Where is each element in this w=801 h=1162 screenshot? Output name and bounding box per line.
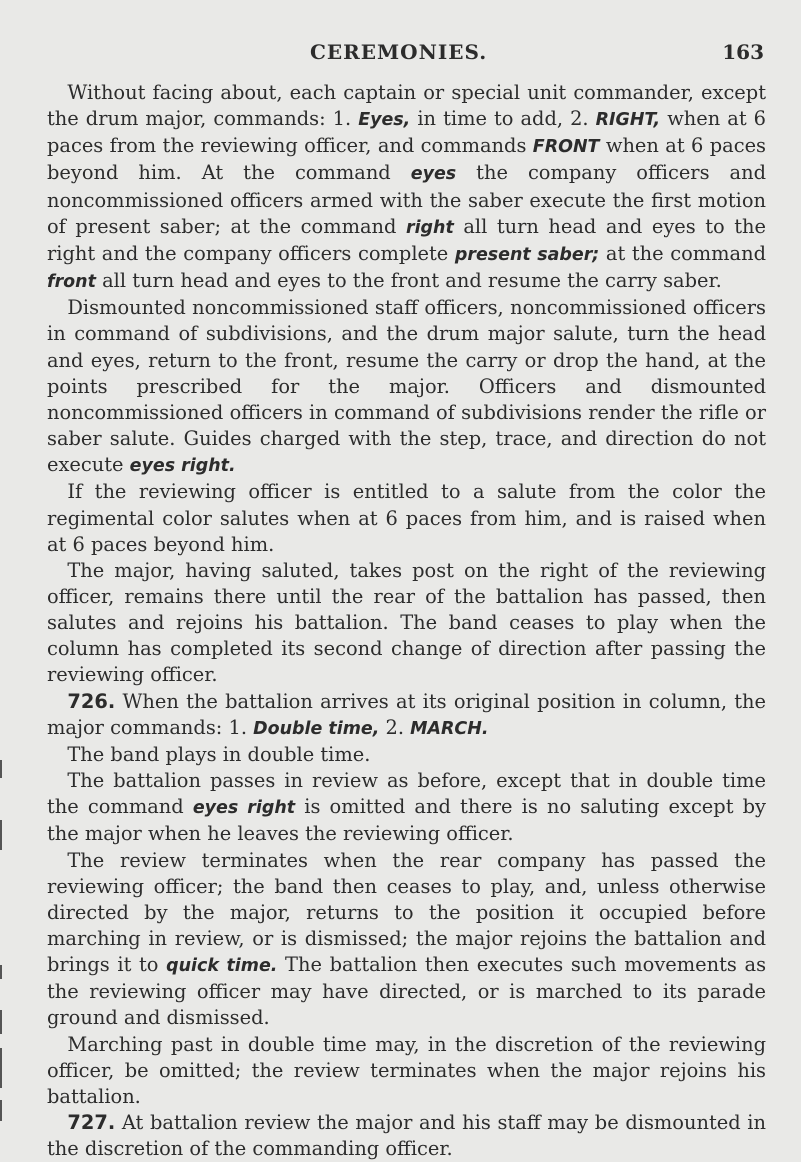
paragraph	[47, 295, 766, 479]
command-word: RIGHT,	[595, 110, 661, 131]
command-word: Eyes,	[358, 110, 411, 131]
text-run: Marching past in double time may, in the discretion of the reviewing officer, be omitted; the review terminates when the major rejoins his battalion.	[47, 1032, 766, 1108]
paragraph	[47, 689, 766, 742]
command-word: right	[405, 217, 454, 238]
text-run: The band plays in double time.	[67, 742, 371, 766]
running-title: CEREMONIES.	[310, 40, 488, 64]
paragraph	[47, 80, 766, 295]
text-run: The battalion passes in review as before, except that in double time the command	[47, 769, 766, 819]
running-head	[47, 40, 766, 80]
page-number: 163	[722, 40, 764, 64]
text-run: when at 6 paces beyond him. At the command	[47, 134, 767, 185]
text-run: When the battalion arrives at its original position in column, the major commands: 1.	[47, 689, 766, 739]
paragraph	[47, 848, 766, 1032]
paragraph	[47, 558, 766, 689]
text-run: Without facing about, each captain or special unit commander, except the drum major, commands: 1.	[47, 81, 766, 131]
section-number: 726.	[67, 689, 116, 713]
text-run: The review terminates when the rear company has passed the reviewing officer; the band then ceases to play, and, unless otherwise directed by the major, returns to the position it occupied before marching in review, or is dismissed; the major rejoins the battalion and brings it to	[47, 848, 766, 977]
command-word: present saber;	[454, 244, 600, 265]
command-word: Double time,	[253, 718, 380, 739]
paragraph	[47, 1110, 766, 1162]
margin-marks	[0, 760, 6, 1121]
command-word: front	[47, 272, 96, 293]
paragraph	[47, 1032, 766, 1110]
command-word: MARCH.	[410, 718, 489, 739]
command-word: eyes right.	[129, 456, 236, 477]
command-word: quick time.	[166, 956, 278, 977]
text-run: all turn head and eyes to the front and resume the carry saber.	[95, 269, 722, 293]
text-run: all turn head and eyes to the right and the company officers complete	[47, 214, 766, 265]
text-run: in time to add, 2.	[410, 107, 596, 131]
text-run: If the reviewing officer is entitled to a salute from the color the regimental color salutes when at 6 paces from him, and is raised when at 6 paces beyond him.	[47, 480, 766, 556]
command-word: eyes right	[192, 798, 296, 819]
command-word: eyes	[410, 164, 457, 185]
command-word: FRONT	[532, 137, 600, 158]
text-run: is omitted and there is no saluting except by the major when he leaves the reviewing officer.	[47, 795, 766, 846]
text-run: Dismounted noncommissioned staff officers, noncommissioned officers in command of subdivisions, and the drum major salute, turn the head and eyes, return to the front, resume the carry or drop the hand, at the points prescribed for the major. Officers and dismounted noncommissioned officers in command of subdivisions render the rifle or saber salute. Guides charged with the step, trace, and direction do not execute	[47, 296, 766, 477]
text-run: 2.	[379, 715, 411, 739]
text-run: when at 6 paces from the reviewing officer, and commands	[47, 107, 767, 158]
section-number: 727.	[67, 1111, 116, 1135]
paragraph	[47, 768, 766, 847]
text-run: at the command	[599, 241, 767, 265]
text-run: At battalion review the major and his staff may be dismounted in the discretion of the commanding officer.	[47, 1111, 766, 1161]
paragraph	[47, 479, 766, 557]
text-run: The battalion then executes such movements as the reviewing officer may have directed, or is marched to its parade ground and dismissed.	[47, 953, 767, 1030]
text-run: the company officers and noncommissioned officers armed with the saber execute the first motion of present saber; at the command	[47, 161, 766, 238]
paragraph	[47, 742, 766, 768]
text-run: The major, having saluted, takes post on the right of the reviewing officer, remains there until the rear of the battalion has passed, then salutes and rejoins his battalion. The band ceases to play when the column has completed its second change of direction after passing the reviewing officer.	[47, 558, 766, 687]
body-text	[47, 80, 766, 1162]
